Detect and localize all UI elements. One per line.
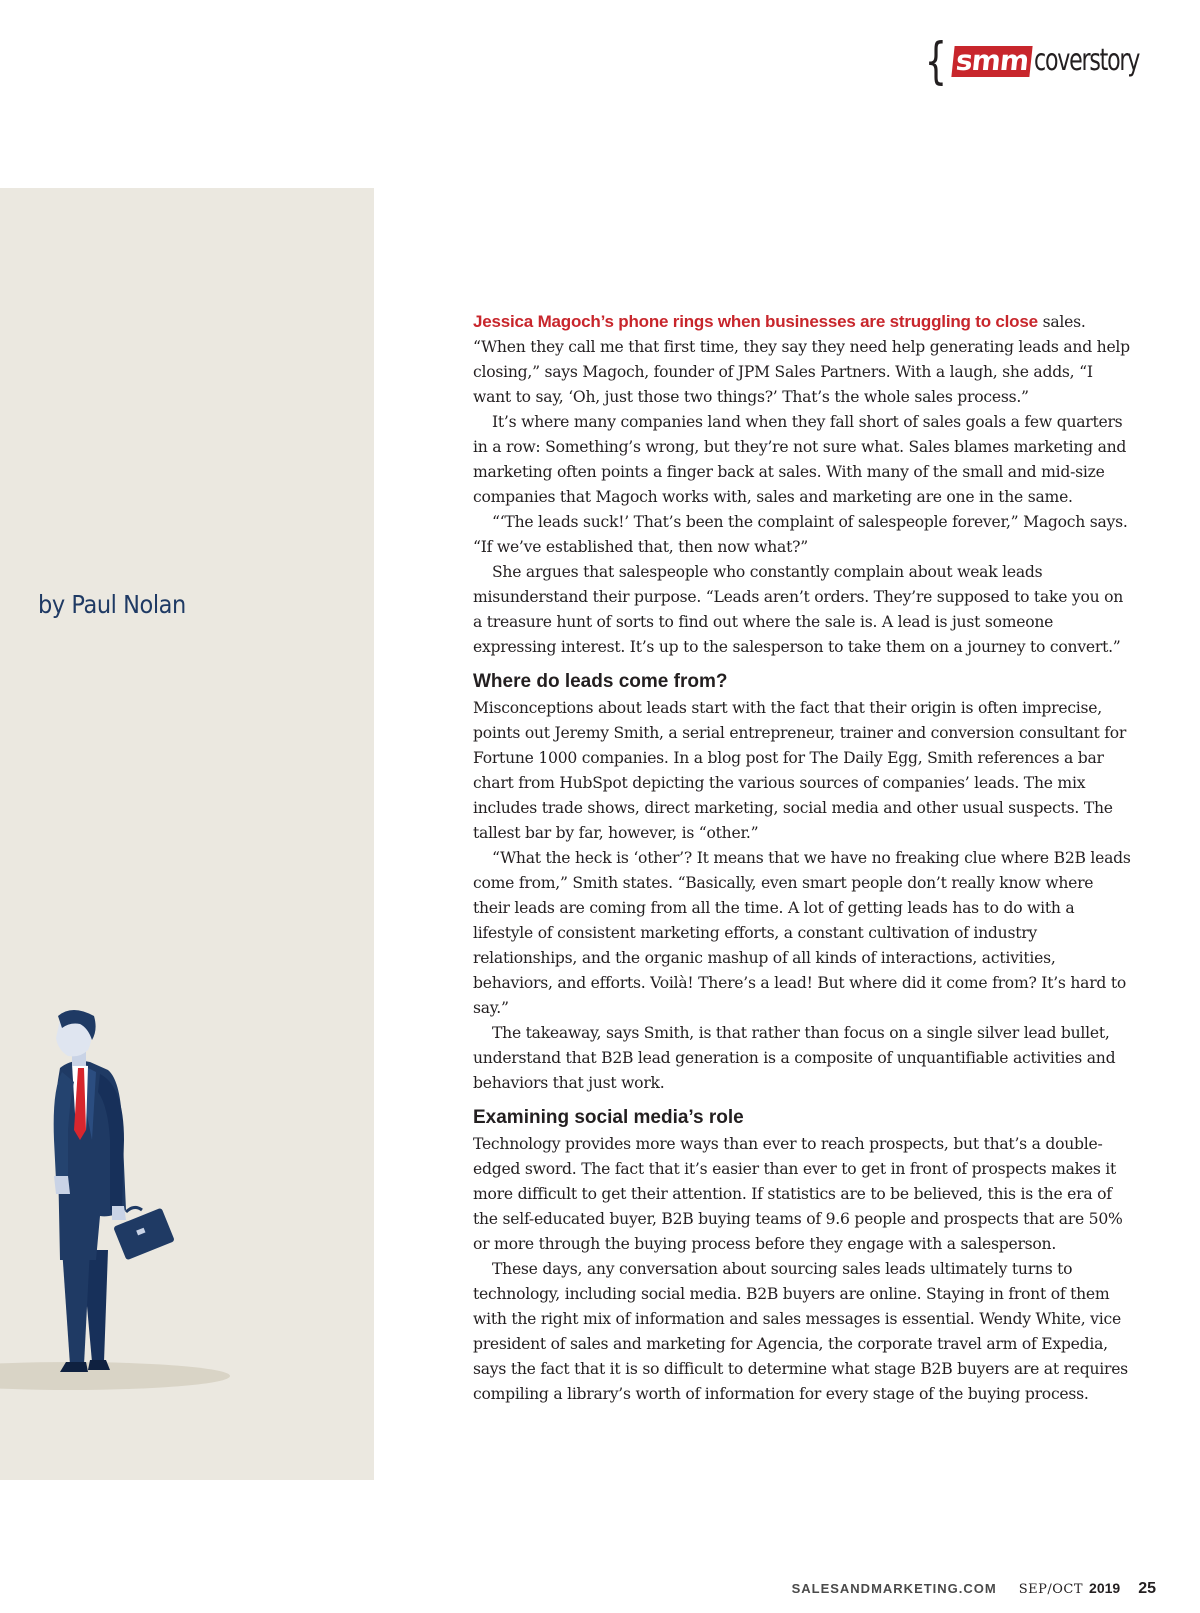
logo-brand: smm: [951, 46, 1032, 77]
footer-issue-year: 2019: [1089, 1580, 1121, 1596]
hand-back: [112, 1206, 126, 1220]
subhead-social-media: Examining social media’s role: [473, 1107, 744, 1128]
front-leg: [62, 1248, 90, 1365]
byline: by Paul Nolan: [38, 590, 186, 619]
hand-front: [54, 1176, 70, 1194]
footer-issue-date: SEP/OCT: [1018, 1582, 1084, 1597]
lede: Jessica Magoch’s phone rings when businesses are struggling to close: [473, 312, 1038, 331]
logo-bracket: {: [924, 32, 947, 90]
page-footer: [792, 1580, 1156, 1598]
paragraph-7: The takeaway, says Smith, is that rather than focus on a single silver lead bullet, understand that B2B lead generation is a composite of unquantifiable activities and behaviors that just work.: [473, 1024, 1116, 1092]
page-number: 25: [1138, 1580, 1156, 1597]
businessman-illustration: [0, 1010, 260, 1410]
paragraph-8: Technology provides more ways than ever to reach prospects, but that’s a double-edged sword. The fact that it’s easier than ever to get in front of prospects makes it more difficult to get their attention. If statistics are to be believed, this is the era of the self-educated buyer, B2B buying teams of 9.6 people and prospects that are 50% or more through the buying process before they engage with a salesperson.: [473, 1135, 1123, 1253]
paragraph-4: She argues that salespeople who constantly complain about weak leads misunderstand their purpose. “Leads aren’t orders. They’re supposed to take you on a treasure hunt of sorts to find out where the sale is. A lead is just someone expressing interest. It’s up to the salesperson to take them on a journey to convert.”: [473, 563, 1124, 656]
section-logo: [920, 32, 1162, 90]
paragraph-9: These days, any conversation about sourcing sales leads ultimately turns to technology, including social media. B2B buyers are online. Staying in front of them with the right mix of information and sales messages is essential. Wendy White, vice president of sales and marketing for Agencia, the corporate travel arm of Expedia, says the fact that it is so difficult to determine what stage B2B buyers are at requires compiling a library’s worth of information for every stage of the buying process.: [473, 1260, 1128, 1403]
paragraph-5: Misconceptions about leads start with the fact that their origin is often imprecise, points out Jeremy Smith, a serial entrepreneur, trainer and conversion consultant for Fortune 1000 companies. In a blog post for The Daily Egg, Smith references a bar chart from HubSpot depicting the various sources of companies’ leads. The mix includes trade shows, direct marketing, social media and other usual suspects. The tallest bar by far, however, is “other.”: [473, 699, 1127, 842]
paragraph-1: [473, 309, 1133, 410]
paragraph-1-text: sales. “When they call me that first time, they say they need help generating leads and help closing,” says Magoch, founder of JPM Sales Partners. With a laugh, she adds, “I want to say, ‘Oh, just those two things?’ That’s the whole sales process.”: [473, 313, 1130, 406]
shoe-back: [88, 1360, 110, 1370]
article-body: [473, 309, 1133, 1407]
subhead-leads-origin: Where do leads come from?: [473, 671, 728, 692]
footer-site: SALESANDMARKETING.COM: [791, 1581, 997, 1596]
logo-section-name: coverstory: [1033, 43, 1139, 78]
paragraph-2: It’s where many companies land when they fall short of sales goals a few quarters in a row: Something’s wrong, but they’re not sure what. Sales blames marketing and marketing often points a finger back at sales. With many of the small and mid-size companies that Magoch works with, sales and marketing are one in the same.: [473, 413, 1127, 506]
paragraph-3: “‘The leads suck!’ That’s been the complaint of salespeople forever,” Magoch says. “If we’ve established that, then now what?”: [473, 513, 1128, 556]
paragraph-6: “What the heck is ‘other’? It means that we have no freaking clue where B2B leads come from,” Smith states. “Basically, even smart people don’t really know where their leads are coming from all the time. A lot of getting leads has to do with a lifestyle of consistent marketing efforts, a constant cultivation of industry relationships, and the organic mashup of all kinds of interactions, activities, behaviors, and efforts. Voilà! There’s a lead! But where did it come from? It’s hard to say.”: [473, 849, 1131, 1017]
ground-shadow: [0, 1362, 230, 1390]
